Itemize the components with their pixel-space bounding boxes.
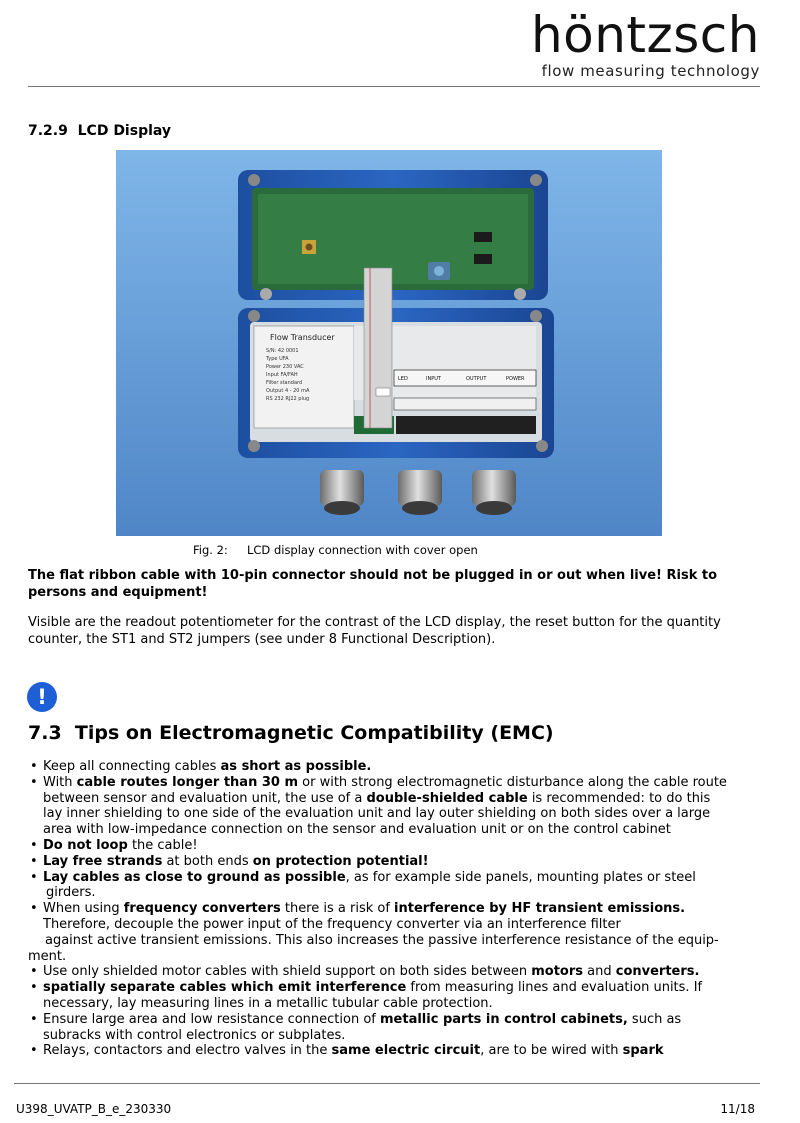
list-item-continuation: area with low-impedance connection on the sensor and evaluation unit or on the control cabinet (43, 822, 671, 838)
list-item-continuation: Therefore, decouple the power input of the frequency converter via an interference filter (43, 916, 621, 932)
list-item: • Keep all connecting cables as short as possible. (28, 759, 768, 775)
footer-doc-id: U398_UVATP_B_e_230330 (16, 1102, 172, 1116)
label-line: Power 230 VAC (266, 364, 304, 370)
list-item: • Lay cables as close to ground as possible, as for example side panels, mounting plates or steel (28, 870, 768, 886)
brand-logo (530, 6, 760, 80)
list-item-continuation: against active transient emissions. This also increases the passive interference resistance of the equip- (45, 932, 719, 948)
figure-caption-text: LCD display connection with cover open (247, 543, 478, 557)
label-line: Type UFA (266, 356, 289, 362)
section-number: 7.3 (28, 722, 62, 744)
list-item: • When using frequency converters there is a risk of interference by HF transient emissions. (28, 901, 768, 917)
terminal-header: OUTPUT (466, 376, 487, 382)
terminal-header: LED (398, 376, 408, 382)
list-item-continuation: necessary, lay measuring lines in a metallic tubular cable protection. (43, 995, 493, 1011)
list-item: • Use only shielded motor cables with shield support on both sides between motors and converters. (28, 964, 768, 980)
list-item: • spatially separate cables which emit interference from measuring lines and evaluation units. If (28, 980, 768, 996)
terminal-header: POWER (506, 376, 525, 382)
label-line: RS 232 RJ22 plug (266, 396, 310, 402)
exclamation-icon: ! (27, 682, 57, 712)
description-paragraph: Visible are the readout potentiometer for the contrast of the LCD display, the reset button for the quantity counter, the ST1 and ST2 jumpers (see under 8 Functional Description). (28, 615, 721, 647)
list-item-continuation: girders. (46, 885, 96, 901)
label-line: S/N: 42 0001 (266, 348, 299, 354)
label-line: Input FA/FAH (266, 372, 298, 378)
terminal-header: INPUT (426, 376, 441, 382)
list-item: • Ensure large area and low resistance connection of metallic parts in control cabinets, such as (28, 1012, 768, 1028)
list-item-continuation: lay inner shielding to one side of the evaluation unit and lay outer shielding on both sides over a large (43, 806, 711, 822)
brand-tagline: flow measuring technology (541, 62, 760, 80)
emc-tips-list (28, 759, 768, 1059)
section-heading (28, 123, 171, 139)
section-title: Tips on Electromagnetic Compatibility (EMC) (74, 722, 554, 744)
footer-page-number: 11/18 (720, 1102, 755, 1116)
lcd-display-photo (116, 150, 662, 536)
brand-name: höntzsch (530, 6, 760, 64)
list-item-continuation: subracks with control electronics or subplates. (43, 1027, 346, 1043)
figure-label: Fig. 2: (193, 543, 228, 557)
figure-caption (193, 543, 478, 557)
header-divider (28, 86, 760, 87)
list-item: • Do not loop the cable! (28, 838, 768, 854)
section-number: 7.2.9 (28, 123, 68, 139)
list-item: • With cable routes longer than 30 m or with strong electromagnetic disturbance along the cable route (28, 775, 768, 791)
section-title: LCD Display (77, 123, 172, 139)
warning-text: The flat ribbon cable with 10-pin connector should not be plugged in or out when live! Risk to persons and equipment! (28, 568, 718, 600)
label-line: Output 4 - 20 mA (266, 388, 310, 394)
label-line: Filter standard (266, 380, 303, 386)
list-item: • Relays, contactors and electro valves in the same electric circuit, are to be wired with spark (28, 1043, 768, 1059)
list-item: • Lay free strands at both ends on protection potential! (28, 854, 768, 870)
label-title: Flow Transducer (270, 333, 335, 342)
list-item-continuation: between sensor and evaluation unit, the use of a double-shielded cable is recommended: to do this (43, 790, 711, 806)
list-item-continuation: ment. (28, 948, 67, 964)
section-heading-emc (28, 722, 554, 744)
footer-divider (14, 1083, 760, 1084)
